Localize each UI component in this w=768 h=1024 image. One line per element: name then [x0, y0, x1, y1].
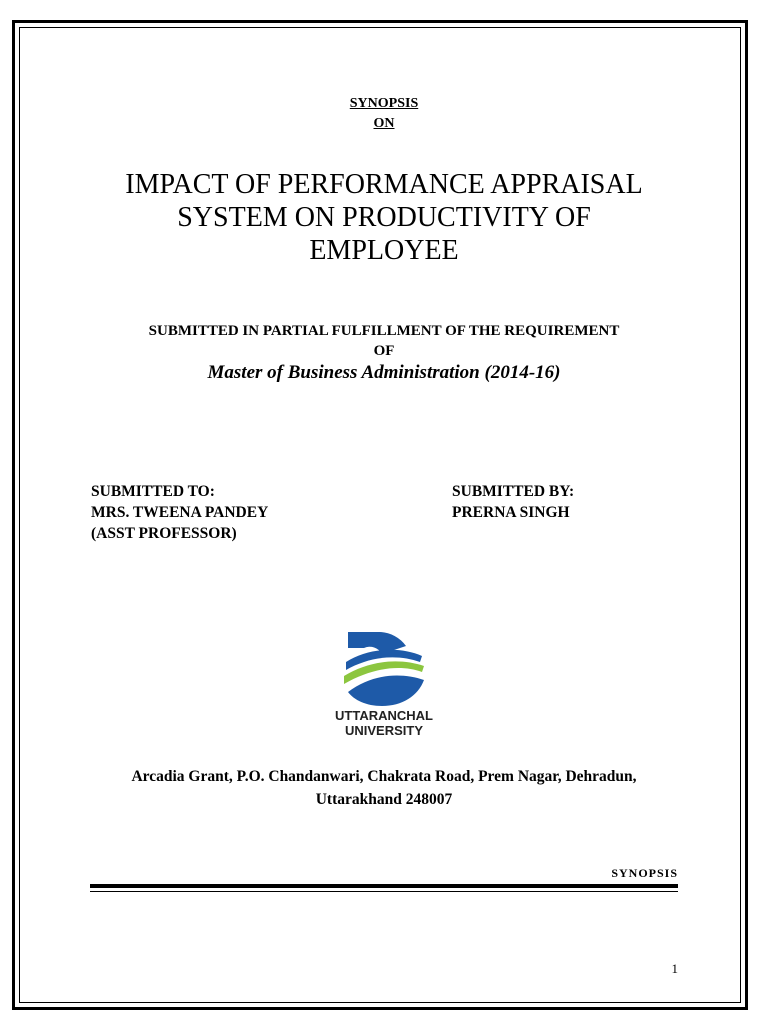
- submitted-to-name: MRS. TWEENA PANDEY: [91, 504, 269, 521]
- submitted-to-label: SUBMITTED TO:: [91, 483, 215, 500]
- footer-rule-thick: [90, 884, 678, 888]
- footer-rule-thin: [90, 891, 678, 892]
- submitted-by-name: PRERNA SINGH: [452, 504, 570, 521]
- logo-emblem-icon: [334, 630, 430, 710]
- document-title: [60, 168, 708, 267]
- logo-line-1: UTTARANCHAL: [335, 708, 433, 723]
- university-address: [60, 765, 708, 811]
- submitted-by-label: SUBMITTED BY:: [452, 483, 575, 500]
- submitted-by-block: [452, 481, 574, 523]
- on-heading: ON: [373, 116, 395, 131]
- degree-name: Master of Business Administration (2014-16): [207, 362, 561, 383]
- title-line-3: EMPLOYEE: [309, 235, 459, 266]
- university-logo-mark: [334, 630, 430, 710]
- synopsis-heading: SYNOPSIS: [349, 96, 419, 111]
- submitted-to-block: [91, 481, 268, 544]
- title-line-2: SYSTEM ON PRODUCTIVITY OF: [177, 202, 591, 233]
- address-line-2: Uttarakhand 248007: [315, 791, 453, 808]
- requirement-line-1: SUBMITTED IN PARTIAL FULFILLMENT OF THE REQUIREMENT: [148, 323, 620, 339]
- logo-line-2: UNIVERSITY: [344, 723, 423, 738]
- requirement-statement: [60, 321, 708, 361]
- university-logo-text: [304, 708, 464, 738]
- requirement-line-2: OF: [373, 343, 395, 359]
- footer-synopsis-label: SYNOPSIS: [611, 866, 678, 880]
- submitted-to-designation: (ASST PROFESSOR): [91, 525, 237, 542]
- title-line-1: IMPACT OF PERFORMANCE APPRAISAL: [125, 169, 643, 200]
- address-line-1: Arcadia Grant, P.O. Chandanwari, Chakrata Road, Prem Nagar, Dehradun,: [131, 768, 637, 785]
- page-number: 1: [671, 961, 678, 976]
